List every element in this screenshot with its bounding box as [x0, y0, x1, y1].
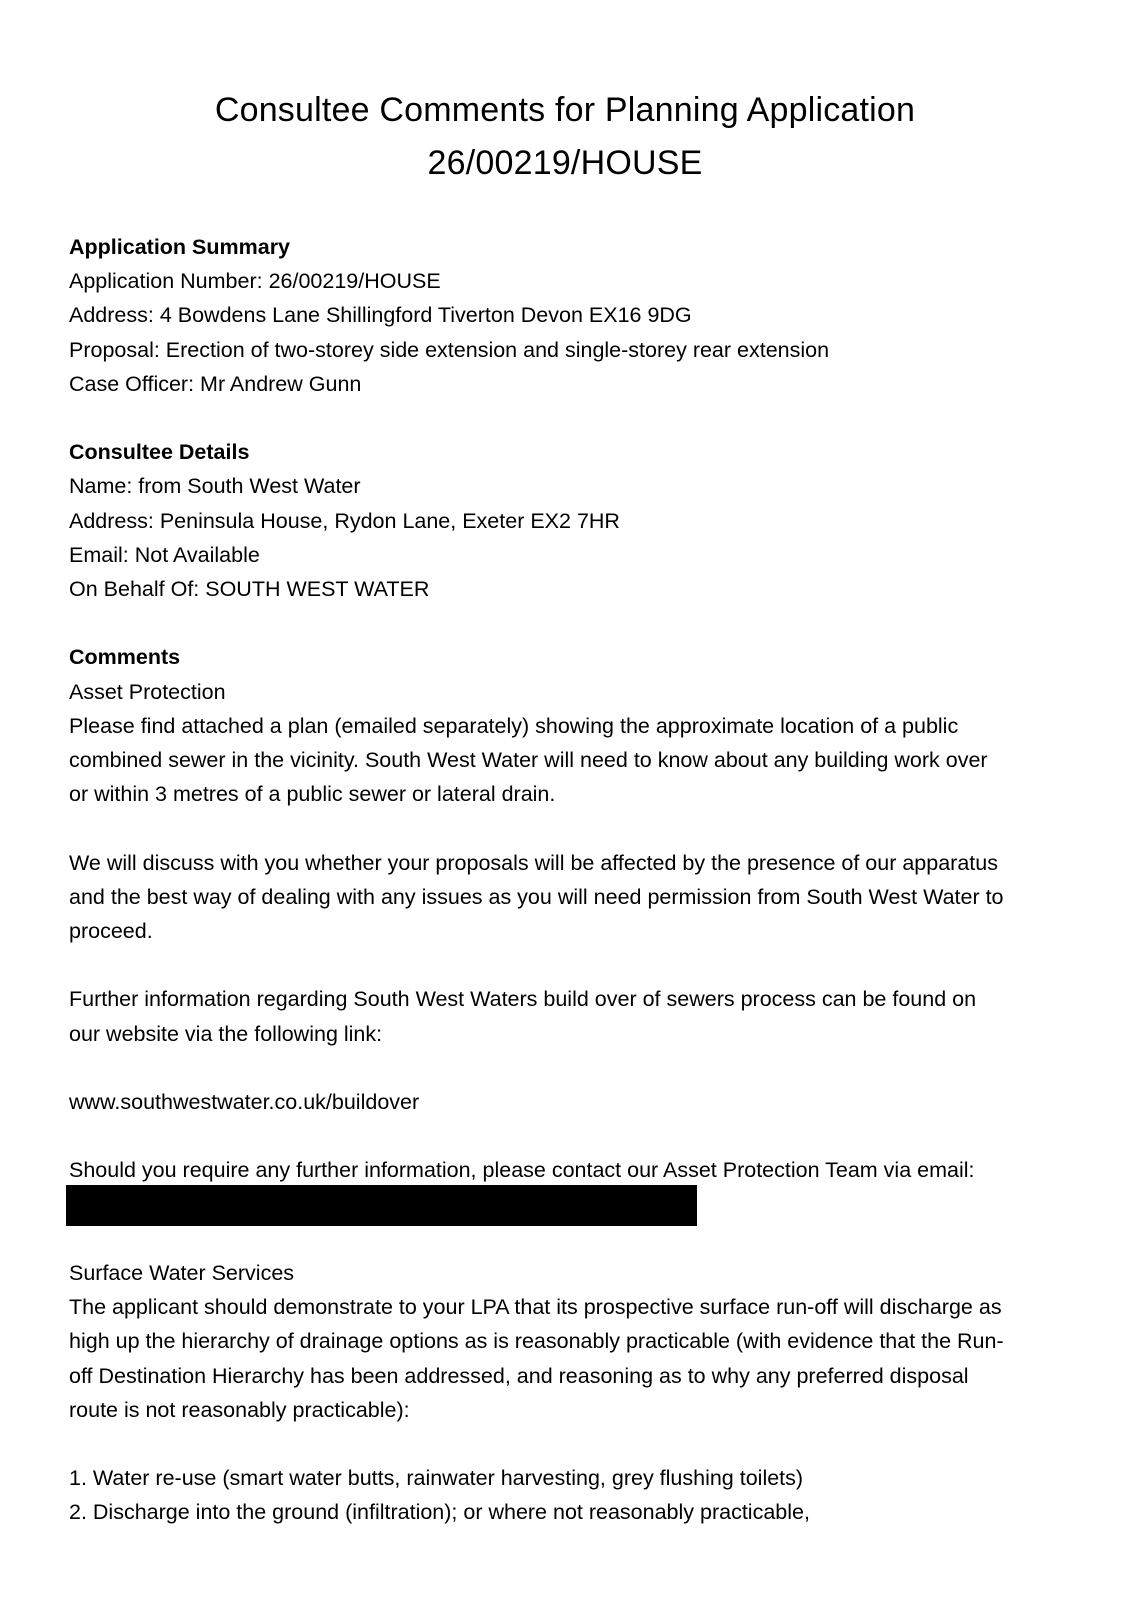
application-proposal: Proposal: Erection of two-storey side extension and single-storey rear extension — [69, 337, 830, 362]
title-line-1: Consultee Comments for Planning Application — [214, 91, 916, 129]
surface-water-subheading: Surface Water Services — [69, 1260, 295, 1285]
spacer — [69, 1051, 1069, 1085]
paragraph-line: Further information regarding South West Waters build over of sewers process can be found on — [69, 987, 977, 1012]
asset-protection-paragraph-2 — [69, 846, 1069, 949]
spacer — [69, 1222, 1069, 1256]
consultee-details-heading: Consultee Details — [69, 440, 250, 465]
application-address: Address: 4 Bowdens Lane Shillingford Tiverton Devon EX16 9DG — [69, 303, 692, 328]
paragraph-line: combined sewer in the vicinity. South West Water will need to know about any building work over — [69, 748, 988, 773]
spacer — [69, 948, 1069, 982]
spacer — [69, 401, 1069, 435]
consultee-address: Address: Peninsula House, Rydon Lane, Exeter EX2 7HR — [69, 508, 620, 533]
application-summary-heading: Application Summary — [69, 235, 291, 259]
document-body — [69, 230, 1069, 1530]
spacer — [69, 811, 1069, 845]
paragraph-line: route is not reasonably practicable): — [69, 1397, 410, 1422]
consultee-details-section — [69, 435, 1069, 606]
page-title — [0, 84, 1130, 190]
paragraph-line: We will discuss with you whether your proposals will be affected by the presence of our apparatus — [69, 850, 998, 875]
title-line-2: 26/00219/HOUSE — [427, 144, 703, 182]
paragraph-line: Please find attached a plan (emailed separately) showing the approximate location of a public — [69, 713, 959, 738]
consultee-on-behalf-of: On Behalf Of: SOUTH WEST WATER — [69, 577, 430, 602]
buildover-link[interactable] — [69, 1085, 1069, 1119]
paragraph-line: our website via the following link: — [69, 1021, 383, 1046]
comments-section — [69, 640, 1069, 1529]
spacer — [69, 1119, 1069, 1153]
paragraph-line: high up the hierarchy of drainage options as is reasonably practicable (with evidence that the Run- — [69, 1329, 1004, 1354]
drainage-hierarchy-list — [69, 1461, 1069, 1529]
surface-water-paragraph — [69, 1290, 1069, 1427]
spacer — [69, 606, 1069, 640]
redaction-block — [66, 1185, 697, 1226]
asset-protection-paragraph-1 — [69, 709, 1069, 812]
list-item: 1. Water re-use (smart water butts, rainwater harvesting, grey flushing toilets) — [69, 1466, 804, 1491]
consultee-email: Email: Not Available — [69, 542, 260, 567]
asset-protection-paragraph-3 — [69, 982, 1069, 1050]
consultee-name: Name: from South West Water — [69, 474, 361, 499]
paragraph-line: proceed. — [69, 919, 153, 944]
comments-heading: Comments — [69, 645, 181, 670]
paragraph-line: or within 3 metres of a public sewer or lateral drain. — [69, 782, 556, 807]
paragraph-line: and the best way of dealing with any issues as you will need permission from South West Water to — [69, 884, 1004, 909]
asset-protection-contact-line: Should you require any further information, please contact our Asset Protection Team via email: — [69, 1158, 975, 1183]
application-summary-section — [69, 230, 1069, 401]
list-item: 2. Discharge into the ground (infiltration); or where not reasonably practicable, — [69, 1500, 810, 1525]
buildover-link-text[interactable]: www.southwestwater.co.uk/buildover — [69, 1090, 420, 1114]
paragraph-line: off Destination Hierarchy has been addressed, and reasoning as to why any preferred disposal — [69, 1363, 969, 1388]
spacer — [69, 1427, 1069, 1461]
application-number: Application Number: 26/00219/HOUSE — [69, 269, 441, 294]
case-officer: Case Officer: Mr Andrew Gunn — [69, 371, 362, 396]
asset-protection-subheading: Asset Protection — [69, 679, 226, 704]
paragraph-line: The applicant should demonstrate to your LPA that its prospective surface run-off will discharge as — [69, 1295, 1002, 1320]
